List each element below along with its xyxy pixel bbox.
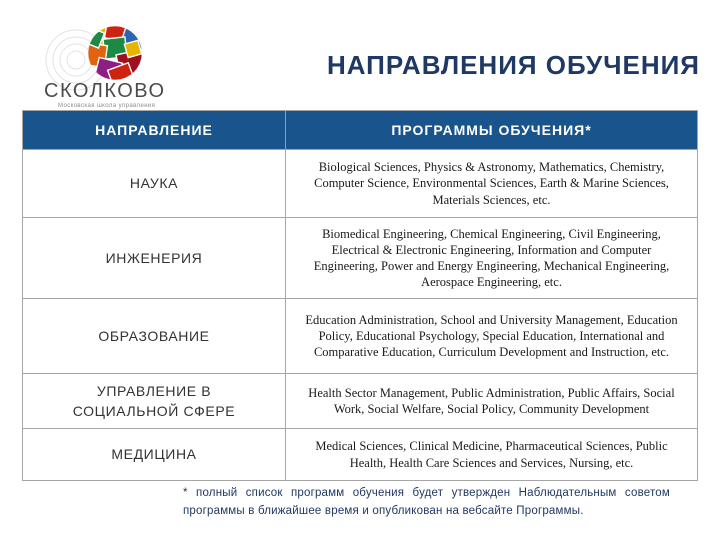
table-row (23, 373, 697, 428)
direction-cell: МЕДИЦИНА (111, 446, 197, 463)
programs-cell: Education Administration, School and University Management, Education Policy, Educational Psychology, Special Education, International and Comparative Education, Curriculum Development and Instruction, etc. (285, 299, 697, 373)
directions-table (22, 110, 698, 481)
table-header-direction: НАПРАВЛЕНИЕ (95, 122, 213, 138)
programs-cell: Medical Sciences, Clinical Medicine, Pharmaceutical Sciences, Public Health, Health Care Sciences and Services, Nursing, etc. (285, 429, 697, 480)
skolkovo-tagline: Московская школа управления (58, 103, 156, 109)
skolkovo-wordmark: СКОЛКОВО (44, 80, 166, 102)
table-row (23, 298, 697, 373)
table-row (23, 149, 697, 217)
direction-cell: УПРАВЛЕНИЕ В СОЦИАЛЬНОЙ СФЕРЕ (72, 382, 236, 419)
direction-cell: ОБРАЗОВАНИЕ (98, 327, 210, 344)
direction-cell: ИНЖЕНЕРИЯ (105, 249, 203, 266)
table-row (23, 217, 697, 298)
table-header-programs: ПРОГРАММЫ ОБУЧЕНИЯ* (285, 111, 697, 149)
table-header-row (23, 111, 697, 149)
table-row (23, 428, 697, 480)
direction-cell: НАУКА (129, 175, 179, 192)
page-title: НАПРАВЛЕНИЯ ОБУЧЕНИЯ (326, 50, 700, 80)
programs-cell: Biological Sciences, Physics & Astronomy, Mathematics, Chemistry, Computer Science, Environmental Sciences, Earth & Marine Sciences, Materials Sciences, etc. (285, 150, 697, 217)
programs-cell: Biomedical Engineering, Chemical Engineering, Civil Engineering, Electrical & Electronic Engineering, Information and Computer Engineering, Power and Energy Engineering, Mechanical Engineering, Aerospace Engineering, etc. (285, 218, 697, 298)
skolkovo-logo (18, 8, 188, 109)
programs-cell: Health Sector Management, Public Administration, Public Affairs, Social Work, Social Welfare, Social Policy, Community Development (285, 374, 697, 428)
footnote: * полный список программ обучения будет утвержден Наблюдательным советом программы в ближайшее время и опубликован на вебсайте Программы. (183, 487, 670, 517)
